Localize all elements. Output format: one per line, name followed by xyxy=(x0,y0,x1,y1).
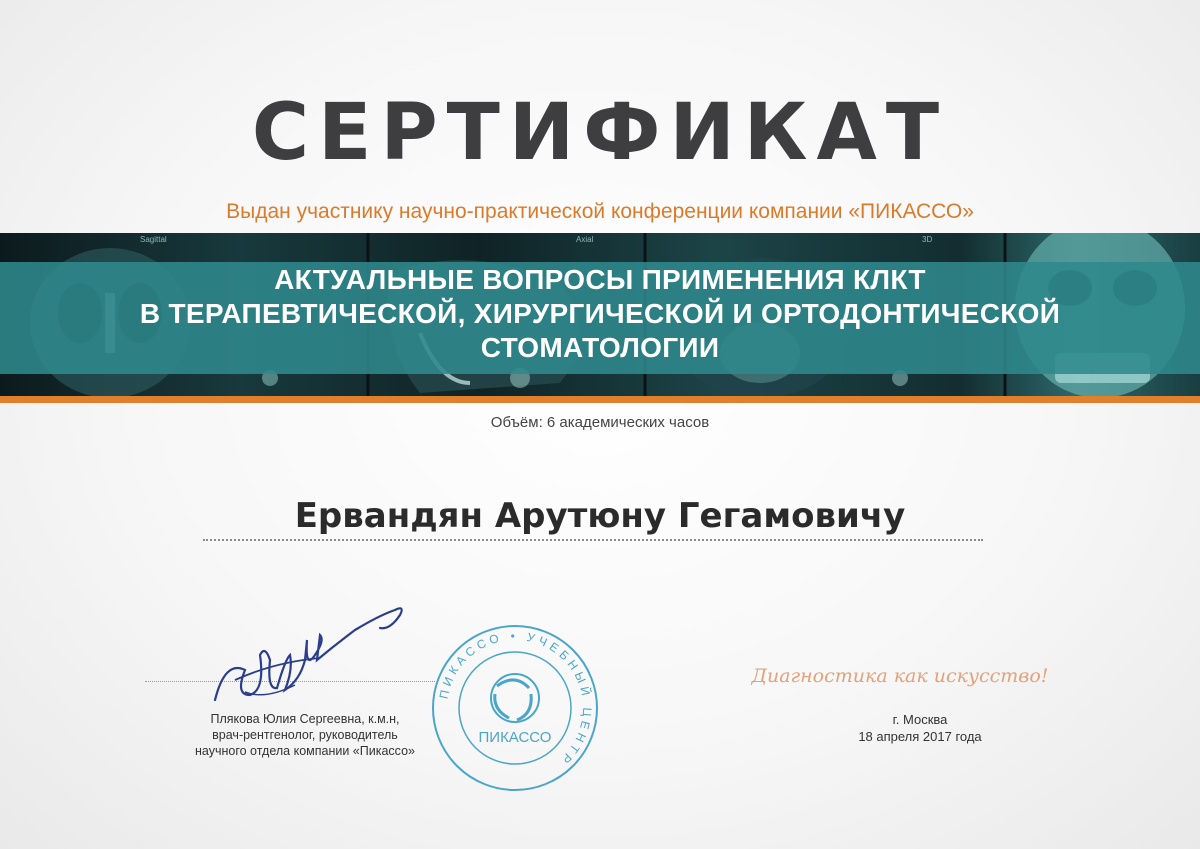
company-stamp xyxy=(425,618,605,798)
sagittal-label: Sagittal xyxy=(140,235,167,244)
stamp-logo-icon xyxy=(491,674,539,722)
recipient-underline xyxy=(203,539,983,541)
conference-title xyxy=(0,263,1200,365)
handwritten-signature xyxy=(205,600,415,710)
conference-title-line-2: В ТЕРАПЕВТИЧЕСКОЙ, ХИРУРГИЧЕСКОЙ И ОРТОДОНТИЧЕСКОЙ xyxy=(139,298,1061,329)
signer-line-3: научного отдела компании «Пикассо» xyxy=(195,744,415,758)
place: г. Москва xyxy=(892,712,948,727)
3d-label: 3D xyxy=(922,235,933,244)
axial-label: Axial xyxy=(576,235,594,244)
conference-title-line-3: СТОМАТОЛОГИИ xyxy=(480,332,720,363)
certificate-subtitle: Выдан участнику научно-практической конференции компании «ПИКАССО» xyxy=(226,200,974,223)
signer-line-1: Плякова Юлия Сергеевна, к.м.н, xyxy=(210,712,400,726)
signer-line-2: врач-рентгенолог, руководитель xyxy=(212,728,398,742)
conference-title-line-1: АКТУАЛЬНЫЕ ВОПРОСЫ ПРИМЕНЕНИЯ КЛКТ xyxy=(274,264,926,295)
orange-divider xyxy=(0,396,1200,403)
motto: Диагностика как искусство! xyxy=(751,665,1049,687)
recipient-name: Ервандян Арутюну Гегамовичу xyxy=(294,496,906,536)
certificate-title: СЕРТИФИКАТ xyxy=(251,88,949,178)
stamp-ring-text: ПИКАССО • УЧЕБНЫЙ ЦЕНТР xyxy=(436,628,595,769)
hours-volume: Объём: 6 академических часов xyxy=(490,414,710,431)
place-and-date xyxy=(790,711,1050,745)
signer-info xyxy=(160,711,450,759)
stamp-center-text: ПИКАССО xyxy=(478,729,552,746)
date: 18 апреля 2017 года xyxy=(858,729,982,744)
